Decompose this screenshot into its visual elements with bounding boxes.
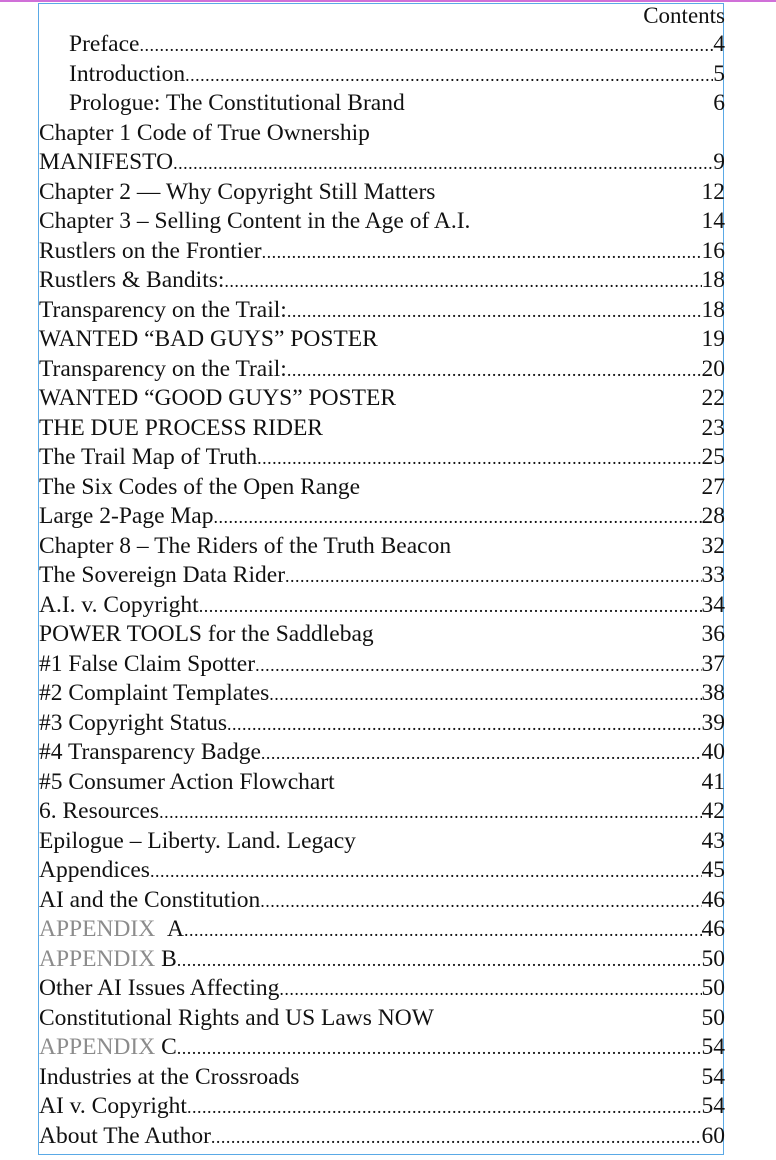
toc-entry-title: #3 Copyright Status xyxy=(39,709,228,736)
toc-entry[interactable] xyxy=(39,1122,725,1152)
toc-entry-page: 41 xyxy=(701,768,725,795)
dot-leader xyxy=(224,267,701,296)
toc-entry-title: MANIFESTO xyxy=(39,149,174,175)
toc-entry-page: 6 xyxy=(713,90,725,116)
toc-entry-title: The Trail Map of Truth xyxy=(39,444,258,470)
toc-entry-page: 42 xyxy=(701,798,725,824)
dot-leader xyxy=(177,946,702,975)
toc-entry-title xyxy=(39,1033,177,1063)
dot-leader xyxy=(199,592,702,621)
toc-entry[interactable] xyxy=(39,237,725,267)
toc-entry-page: 32 xyxy=(701,532,725,559)
toc-entry-title: Chapter 8 – The Riders of the Truth Beacon xyxy=(39,532,452,559)
toc-entry-page: 37 xyxy=(701,650,725,677)
dot-leader xyxy=(287,297,702,326)
toc-entry-title: Prologue: The Constitutional Brand xyxy=(69,90,405,116)
toc-entry[interactable] xyxy=(39,591,725,621)
toc-entry-title: Rustlers & Bandits: xyxy=(39,267,225,293)
dot-leader xyxy=(287,356,702,385)
dot-leader xyxy=(173,149,713,178)
toc-entry[interactable] xyxy=(39,207,725,237)
toc-entry[interactable] xyxy=(39,679,725,709)
toc-entry-title: #5 Consumer Action Flowchart xyxy=(39,768,335,795)
toc-entry-title: Chapter 1 Code of True Ownership xyxy=(39,119,370,146)
toc-entry-title: Epilogue – Liberty. Land. Legacy xyxy=(39,827,356,854)
toc-entry[interactable] xyxy=(39,443,725,473)
dot-leader xyxy=(261,739,702,768)
appendix-prefix: APPENDIX xyxy=(39,1034,156,1060)
toc-entry-page: 18 xyxy=(701,296,725,323)
toc-entry-title: Rustlers on the Frontier xyxy=(39,237,262,264)
dot-leader xyxy=(139,31,713,60)
toc-entry-title: POWER TOOLS for the Saddlebag xyxy=(39,621,374,647)
toc-entry-page: 45 xyxy=(701,857,725,883)
dot-leader xyxy=(257,444,701,473)
toc-entry[interactable] xyxy=(39,119,725,149)
toc-entry-title: Transparency on the Trail: xyxy=(39,296,287,323)
toc-entry[interactable] xyxy=(39,384,725,414)
appendix-prefix: APPENDIX xyxy=(39,945,156,972)
dot-leader xyxy=(185,61,713,90)
toc-entry-page: 16 xyxy=(701,237,725,264)
toc-entry[interactable] xyxy=(39,650,725,680)
appendix-letter: C xyxy=(161,1034,177,1060)
toc-entry[interactable] xyxy=(39,178,725,208)
toc-entry-title: Introduction xyxy=(69,60,186,87)
toc-entry-title: The Six Codes of the Open Range xyxy=(39,473,361,500)
toc-list xyxy=(39,30,725,1151)
toc-entry[interactable] xyxy=(39,561,725,591)
toc-entry-title: #1 False Claim Spotter xyxy=(39,650,256,677)
toc-entry-title: WANTED “GOOD GUYS” POSTER xyxy=(39,385,397,411)
toc-entry-title: Industries at the Crossroads xyxy=(39,1063,300,1090)
toc-entry-page: 39 xyxy=(701,709,725,736)
toc-entry[interactable] xyxy=(39,797,725,827)
toc-entry[interactable] xyxy=(39,325,725,355)
toc-entry-page: 40 xyxy=(701,739,725,765)
toc-entry-page: 54 xyxy=(701,1093,725,1119)
toc-entry-page: 50 xyxy=(701,1004,725,1031)
toc-entry-page: 20 xyxy=(701,355,725,382)
toc-entry-page: 23 xyxy=(701,414,725,441)
toc-entry[interactable] xyxy=(39,30,725,60)
toc-entry-title: Chapter 2 — Why Copyright Still Matters xyxy=(39,178,436,205)
toc-entry[interactable] xyxy=(39,60,725,90)
toc-entry-page: 9 xyxy=(713,149,725,175)
dot-leader xyxy=(279,975,701,1004)
toc-entry[interactable] xyxy=(39,886,725,916)
toc-entry-title: Appendices xyxy=(39,857,150,883)
toc-entry[interactable] xyxy=(39,502,725,532)
toc-entry[interactable] xyxy=(39,266,725,296)
toc-entry-title: #2 Complaint Templates xyxy=(39,680,270,706)
dot-leader xyxy=(227,710,701,739)
toc-entry-title: Transparency on the Trail: xyxy=(39,355,287,382)
toc-entry-page: 4 xyxy=(713,31,725,57)
toc-entry[interactable] xyxy=(39,945,725,975)
toc-entry[interactable] xyxy=(39,89,725,119)
dot-leader xyxy=(184,916,702,945)
toc-entry-title: #4 Transparency Badge xyxy=(39,739,261,765)
toc-entry[interactable] xyxy=(39,768,725,798)
toc-entry[interactable] xyxy=(39,473,725,503)
toc-entry-page: 22 xyxy=(701,385,725,411)
toc-entry-page: 5 xyxy=(713,60,725,87)
toc-entry[interactable] xyxy=(39,620,725,650)
toc-entry[interactable] xyxy=(39,974,725,1004)
toc-entry-page: 33 xyxy=(701,562,725,588)
toc-entry-page: 27 xyxy=(701,473,725,500)
toc-entry[interactable] xyxy=(39,709,725,739)
appendix-prefix: APPENDIX xyxy=(39,916,156,942)
dot-leader xyxy=(255,651,701,680)
dot-leader xyxy=(177,1034,702,1063)
toc-entry-page: 12 xyxy=(701,178,725,205)
dot-leader xyxy=(213,503,701,532)
toc-entry[interactable] xyxy=(39,738,725,768)
toc-entry[interactable] xyxy=(39,1033,725,1063)
appendix-letter: B xyxy=(161,945,177,972)
toc-entry[interactable] xyxy=(39,827,725,857)
toc-entry-page: 18 xyxy=(701,267,725,293)
toc-entry[interactable] xyxy=(39,355,725,385)
toc-entry-title: A.I. v. Copyright xyxy=(39,591,199,618)
toc-entry-page: 43 xyxy=(701,827,725,854)
toc-entry-title xyxy=(39,945,177,975)
toc-entry-page: 54 xyxy=(701,1063,725,1090)
toc-entry-title: THE DUE PROCESS RIDER xyxy=(39,414,323,441)
toc-entry-title: WANTED “BAD GUYS” POSTER xyxy=(39,326,378,352)
toc-entry-page: 50 xyxy=(701,945,725,972)
toc-entry[interactable] xyxy=(39,296,725,326)
toc-entry-title: Large 2-Page Map xyxy=(39,503,214,529)
toc-entry-title: About The Author xyxy=(39,1122,211,1149)
contents-heading: Contents xyxy=(643,3,725,28)
toc-entry-title: Chapter 3 – Selling Content in the Age of A.I. xyxy=(39,208,471,234)
toc-entry-page: 14 xyxy=(701,208,725,234)
toc-entry-page: 36 xyxy=(701,621,725,647)
dot-leader xyxy=(150,857,702,886)
toc-page xyxy=(39,0,725,1151)
toc-entry[interactable] xyxy=(39,856,725,886)
toc-entry-page: 46 xyxy=(701,916,725,942)
toc-entry[interactable] xyxy=(39,915,725,945)
toc-entry-page: 28 xyxy=(701,503,725,529)
toc-entry-title: 6. Resources xyxy=(39,798,160,824)
toc-entry-page: 25 xyxy=(701,444,725,470)
toc-entry[interactable] xyxy=(39,1063,725,1093)
toc-entry-page: 60 xyxy=(701,1122,725,1149)
toc-entry-title: The Sovereign Data Rider xyxy=(39,562,286,588)
toc-entry-page: 19 xyxy=(701,326,725,352)
dot-leader xyxy=(211,1123,702,1152)
toc-entry-title: AI v. Copyright xyxy=(39,1093,187,1119)
toc-entry-title: Preface xyxy=(69,31,140,57)
toc-entry-title: AI and the Constitution xyxy=(39,886,261,913)
toc-entry-page: 46 xyxy=(701,886,725,913)
dot-leader xyxy=(262,238,702,267)
toc-entry[interactable] xyxy=(39,1004,725,1034)
dot-leader xyxy=(159,798,701,827)
dot-leader xyxy=(285,562,701,591)
toc-entry-title: Constitutional Rights and US Laws NOW xyxy=(39,1004,434,1031)
dot-leader xyxy=(269,680,701,709)
toc-entry-page: 54 xyxy=(701,1034,725,1060)
dot-leader xyxy=(260,887,701,916)
toc-entry-page: 50 xyxy=(701,975,725,1001)
appendix-letter: A xyxy=(166,916,184,942)
toc-entry-page: 38 xyxy=(701,680,725,706)
toc-entry[interactable] xyxy=(39,414,725,444)
toc-entry[interactable] xyxy=(39,148,725,178)
dot-leader xyxy=(187,1093,702,1122)
toc-entry[interactable] xyxy=(39,532,725,562)
toc-entry-title xyxy=(39,915,184,945)
toc-entry[interactable] xyxy=(39,1092,725,1122)
toc-entry-page: 34 xyxy=(701,591,725,618)
toc-entry-title: Other AI Issues Affecting xyxy=(39,975,280,1001)
